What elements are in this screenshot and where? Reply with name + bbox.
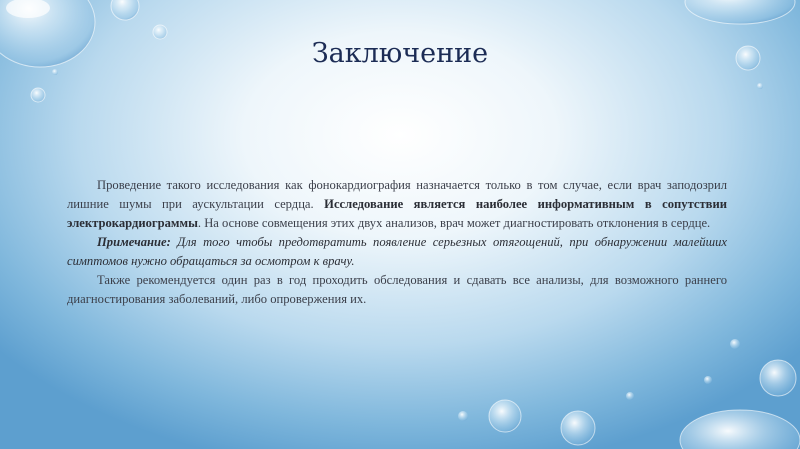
drop-bottom-2 — [561, 411, 595, 445]
drop-bottom-5 — [704, 376, 712, 384]
drop-bottom-4 — [626, 392, 634, 400]
drop-bottom-right-large — [680, 410, 800, 449]
drop-tiny-1 — [52, 69, 58, 75]
drop-bottom-7 — [760, 360, 796, 396]
paragraph-1-text: Проведение такого исследования как фонокардиография назначается только в том случае, если врач заподозрил лишние шумы при аускультации сердца. — [67, 178, 727, 211]
paragraph-1-bold: Исследование является наиболее информативным в сопутствии электрокардиограммы — [67, 197, 727, 230]
slide-body — [67, 176, 727, 309]
note-text: Для того чтобы предотвратить появление серьезных отягощений, при обнаружении малейших симптомов нужно обращаться за осмотром к врачу. — [67, 235, 727, 268]
drop-bottom-1 — [489, 400, 521, 432]
drop-top-left-small — [111, 0, 139, 20]
slide-title: Заключение — [311, 38, 489, 69]
note-paragraph — [67, 233, 727, 271]
paragraph-3: Также рекомендуется один раз в год проходить обследования и сдавать все анализы, для возможного раннего диагностирования заболеваний, либо опровержения их. — [67, 273, 727, 306]
drop-small-1 — [153, 25, 167, 39]
note-label: Примечание: — [97, 235, 171, 249]
paragraph-1 — [67, 176, 727, 233]
drop-top-right — [685, 0, 795, 24]
paragraph-1-text-end: . На основе совмещения этих двух анализов, врач может диагностировать отклонения в сердце. — [197, 216, 711, 230]
drop-small-2 — [31, 88, 45, 102]
drop-bottom-3 — [458, 411, 468, 421]
drop-bottom-6 — [730, 339, 740, 349]
drop-tiny-2 — [757, 83, 763, 89]
